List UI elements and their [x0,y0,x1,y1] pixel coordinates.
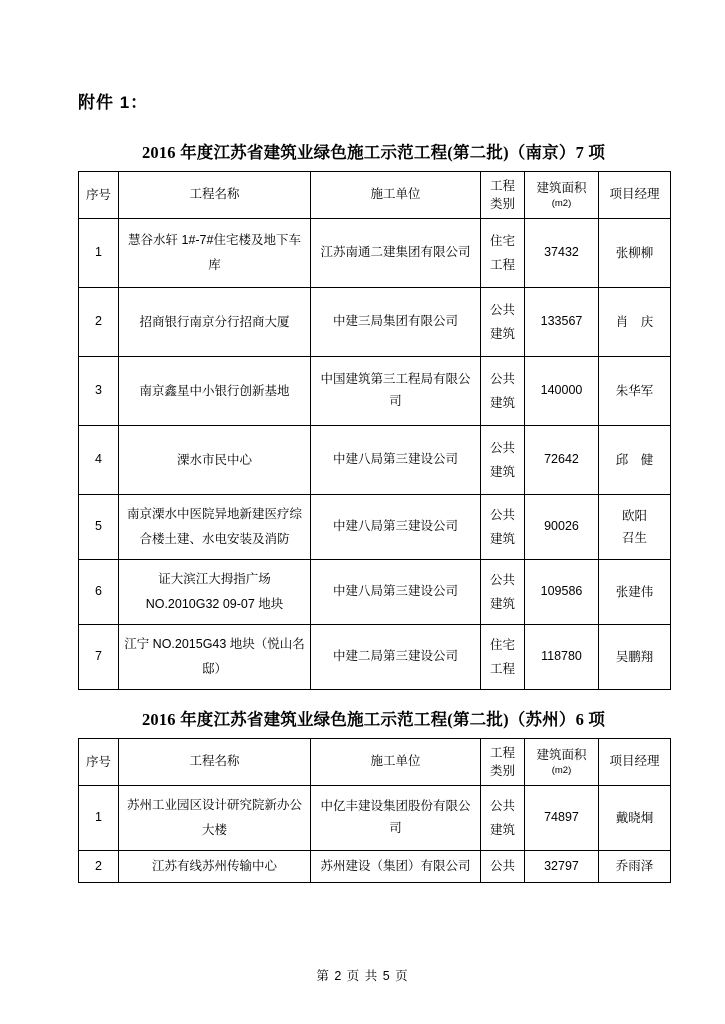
table-header-row [79,172,671,219]
cell-construction-unit: 中建八局第三建设公司 [311,495,481,560]
table-row [79,851,671,883]
cell-project-manager: 乔雨泽 [599,851,671,883]
cell-project-type: 公共 建筑 [481,560,525,625]
cell-seq: 1 [79,219,119,288]
cell-project-manager: 邱 健 [599,426,671,495]
cell-floor-area: 140000 [525,357,599,426]
cell-floor-area: 32797 [525,851,599,883]
cell-project-manager: 戴晓炯 [599,786,671,851]
header-unit: 施工单位 [311,739,481,786]
cell-project-type: 公共 建筑 [481,357,525,426]
table-row [79,495,671,560]
cell-project-manager: 肖 庆 [599,288,671,357]
cell-project-name: 溧水市民中心 [119,426,311,495]
cell-project-type: 住宅 工程 [481,219,525,288]
cell-project-type: 公共 [481,851,525,883]
cell-construction-unit: 中建二局第三建设公司 [311,625,481,690]
cell-project-manager: 张建伟 [599,560,671,625]
cell-floor-area: 109586 [525,560,599,625]
cell-project-manager: 欧阳 召生 [599,495,671,560]
cell-construction-unit: 中建八局第三建设公司 [311,426,481,495]
table-row [79,357,671,426]
header-area: 建筑面积 (m2) [525,172,599,219]
cell-floor-area: 133567 [525,288,599,357]
table-row [79,625,671,690]
cell-floor-area: 72642 [525,426,599,495]
cell-floor-area: 118780 [525,625,599,690]
cell-project-type: 公共 建筑 [481,786,525,851]
cell-floor-area: 37432 [525,219,599,288]
table-row [79,219,671,288]
table-title-suzhou: 2016 年度江苏省建筑业绿色施工示范工程(第二批)（苏州）6 项 [141,710,606,729]
cell-project-name: 南京鑫星中小银行创新基地 [119,357,311,426]
table-row [79,288,671,357]
header-name: 工程名称 [119,739,311,786]
cell-project-type: 住宅 工程 [481,625,525,690]
cell-project-name: 苏州工业园区设计研究院新办公 大楼 [119,786,311,851]
header-manager: 项目经理 [599,172,671,219]
header-area: 建筑面积 (m2) [525,739,599,786]
cell-seq: 2 [79,851,119,883]
cell-project-manager: 吴鹏翔 [599,625,671,690]
cell-project-manager: 张柳柳 [599,219,671,288]
cell-construction-unit: 中建八局第三建设公司 [311,560,481,625]
cell-seq: 1 [79,786,119,851]
cell-construction-unit: 中建三局集团有限公司 [311,288,481,357]
cell-seq: 4 [79,426,119,495]
header-seq: 序号 [79,172,119,219]
cell-construction-unit: 中国建筑第三工程局有限公司 [311,357,481,426]
cell-project-name: 江苏有线苏州传输中心 [119,851,311,883]
cell-seq: 6 [79,560,119,625]
header-type: 工程类别 [481,172,525,219]
cell-project-name: 证大滨江大拇指广场 NO.2010G32 09-07 地块 [119,560,311,625]
table-row [79,426,671,495]
cell-project-name: 慧谷水轩 1#-7#住宅楼及地下车库 [119,219,311,288]
cell-project-manager: 朱华军 [599,357,671,426]
cell-seq: 3 [79,357,119,426]
header-seq: 序号 [79,739,119,786]
cell-floor-area: 90026 [525,495,599,560]
header-type: 工程类别 [481,739,525,786]
header-unit: 施工单位 [311,172,481,219]
cell-project-name: 江宁 NO.2015G43 地块（悦山名 邸） [119,625,311,690]
project-table-nanjing [78,171,671,690]
table-title-nanjing: 2016 年度江苏省建筑业绿色施工示范工程(第二批)（南京）7 项 [141,143,606,162]
cell-seq: 2 [79,288,119,357]
table-row [79,786,671,851]
cell-project-type: 公共 建筑 [481,288,525,357]
cell-construction-unit: 中亿丰建设集团股份有限公司 [311,786,481,851]
cell-project-type: 公共 建筑 [481,495,525,560]
cell-project-name: 南京溧水中医院异地新建医疗综 合楼土建、水电安装及消防 [119,495,311,560]
header-manager: 项目经理 [599,739,671,786]
project-table-suzhou [78,738,671,883]
cell-floor-area: 74897 [525,786,599,851]
cell-seq: 5 [79,495,119,560]
cell-seq: 7 [79,625,119,690]
table-header-row [79,739,671,786]
cell-project-name: 招商银行南京分行招商大厦 [119,288,311,357]
cell-construction-unit: 江苏南通二建集团有限公司 [311,219,481,288]
cell-project-type: 公共 建筑 [481,426,525,495]
attachment-label: 附件 1： [78,93,149,112]
table-row [79,560,671,625]
page-footer: 第 2 页 共 5 页 [316,969,409,983]
cell-construction-unit: 苏州建设（集团）有限公司 [311,851,481,883]
header-name: 工程名称 [119,172,311,219]
